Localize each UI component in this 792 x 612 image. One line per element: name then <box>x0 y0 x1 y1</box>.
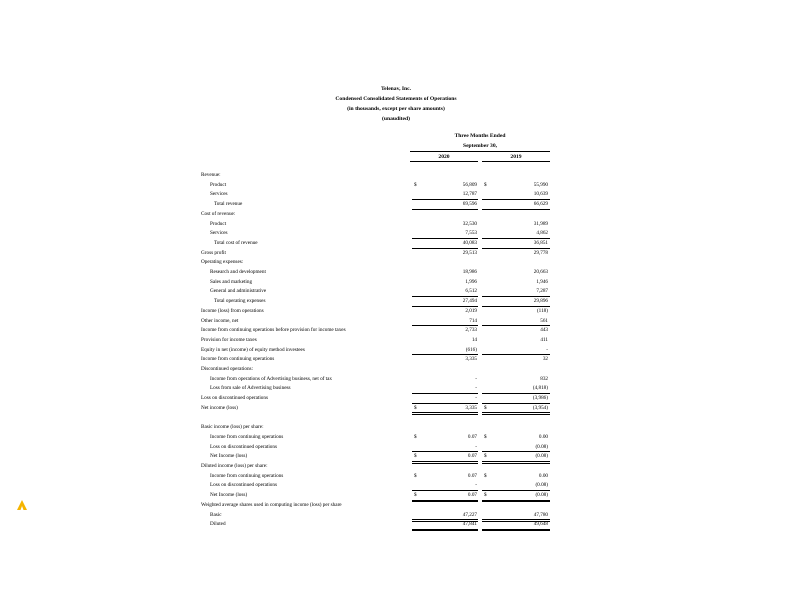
value-2019: 47,780 <box>533 511 548 518</box>
value-2020: 40,083 <box>462 239 477 246</box>
row-label: Total cost of revenue <box>214 239 258 246</box>
value-2019: 1,946 <box>536 278 548 285</box>
value-2020: 47,841 <box>462 521 477 528</box>
value-2020: - <box>475 395 477 402</box>
table-row <box>0 365 792 374</box>
value-2020: 27,494 <box>462 298 477 305</box>
statement-title: Condensed Consolidated Statements of Operations <box>335 96 457 102</box>
currency-symbol-2020: $ <box>414 404 417 411</box>
table-row <box>0 210 792 219</box>
table-row <box>0 307 792 316</box>
value-2019: 55,990 <box>533 181 548 188</box>
double-underline-2020 <box>412 530 478 531</box>
year-2020-header: 2020 <box>438 154 450 160</box>
table-row <box>0 384 792 393</box>
table-row <box>0 268 792 277</box>
row-label: Loss on discontinued operations <box>210 443 277 450</box>
table-row <box>0 249 792 258</box>
table-row <box>0 190 792 199</box>
table-row <box>0 317 792 326</box>
row-label: Loss on discontinued operations <box>210 482 277 489</box>
table-row <box>0 394 792 403</box>
period-heading: Three Months Ended <box>454 133 506 139</box>
row-label: Total revenue <box>214 201 243 208</box>
table-row <box>0 404 792 413</box>
table-row <box>0 239 792 248</box>
row-label: Loss on discontinued operations <box>201 395 268 402</box>
value-2019: - <box>546 346 548 353</box>
value-2019: 29,778 <box>533 249 548 256</box>
row-label: Income from continuing operations before provision for income taxes <box>201 327 346 334</box>
period-subheading: September 30, <box>462 143 498 149</box>
table-row <box>0 501 792 510</box>
table-row <box>0 200 792 209</box>
value-2019: 66,629 <box>533 201 548 208</box>
value-2019: 832 <box>540 375 548 382</box>
row-label: Basic income (loss) per share: <box>201 424 264 431</box>
double-underline-2019 <box>482 530 550 531</box>
row-label: Total operating expenses <box>214 298 266 305</box>
value-2019: 20,663 <box>533 269 548 275</box>
value-2020: 14 <box>471 336 477 343</box>
table-row <box>0 229 792 238</box>
value-2019: 0.00 <box>538 433 548 440</box>
row-label: Product <box>210 220 227 227</box>
value-2019: (4,818) <box>532 385 548 392</box>
period-rule <box>410 151 550 152</box>
value-2019: 10,639 <box>533 191 548 198</box>
value-2019: (0.08) <box>535 492 548 499</box>
value-2020: 32,530 <box>462 220 477 227</box>
currency-symbol-2019: $ <box>484 453 487 460</box>
value-2020: 1,996 <box>465 278 477 285</box>
table-row <box>0 511 792 520</box>
currency-symbol-2020: $ <box>414 492 417 499</box>
row-label: Services <box>210 230 228 237</box>
table-row <box>0 452 792 461</box>
table-row <box>0 472 792 481</box>
brand-logo-icon <box>16 499 28 511</box>
table-row <box>0 520 792 529</box>
row-label: Research and development <box>210 269 266 275</box>
row-label: Net Income (loss) <box>210 453 248 460</box>
table-row <box>0 375 792 384</box>
value-2019: 561 <box>540 317 548 324</box>
value-2020: - <box>475 482 477 489</box>
value-2020: 47,227 <box>462 511 477 518</box>
value-2020: 2,019 <box>465 307 477 314</box>
value-2019: 0.00 <box>538 472 548 479</box>
value-2020: 29,513 <box>462 249 477 256</box>
row-label: Equity in net (income) of equity method investees <box>201 346 305 353</box>
table-row <box>0 336 792 345</box>
row-label: Operating expenses: <box>201 259 244 266</box>
table-row <box>0 287 792 296</box>
row-label: Sales and marketing <box>210 278 253 285</box>
table-row <box>0 326 792 335</box>
table-row <box>0 462 792 471</box>
table-row <box>0 181 792 190</box>
row-label: Diluted <box>210 521 226 528</box>
value-2020: 0.07 <box>467 492 477 499</box>
currency-symbol-2019: $ <box>484 492 487 499</box>
row-label: Loss from sale of Advertising business <box>210 385 291 392</box>
row-label: Other income, net <box>201 317 239 324</box>
table-row <box>0 346 792 355</box>
value-2020: - <box>475 385 477 392</box>
row-label: Income (loss) from operations <box>201 307 264 314</box>
row-label: Diluted income (loss) per share: <box>201 463 268 469</box>
table-row <box>0 171 792 180</box>
value-2020: - <box>475 443 477 450</box>
year-2019-header: 2019 <box>510 154 522 160</box>
currency-symbol-2019: $ <box>484 181 487 188</box>
value-2020: 69,596 <box>462 201 477 208</box>
row-label: Income from continuing operations <box>210 433 284 440</box>
value-2019: 36,851 <box>533 239 548 246</box>
table-row <box>0 433 792 442</box>
year-2019-rule <box>482 161 550 162</box>
table-row <box>0 423 792 432</box>
table-row <box>0 297 792 306</box>
company-name: Telenav, Inc. <box>380 86 412 92</box>
value-2019: 32 <box>542 356 548 363</box>
value-2020: 0.07 <box>467 433 477 440</box>
value-2020: (616) <box>465 346 477 353</box>
row-label: Discontinued operations: <box>201 366 254 372</box>
table-row <box>0 481 792 490</box>
row-label: Revenue: <box>201 172 221 178</box>
table-row <box>0 220 792 229</box>
value-2019: (3,986) <box>532 395 548 402</box>
table-row <box>0 258 792 267</box>
row-label: Net income (loss) <box>201 404 238 411</box>
value-2019: 49,648 <box>533 521 548 528</box>
value-2019: 29,896 <box>533 298 548 305</box>
value-2020: - <box>475 375 477 382</box>
table-row <box>0 491 792 500</box>
value-2020: 3,335 <box>465 356 477 363</box>
value-2020: 12,787 <box>462 191 477 198</box>
currency-symbol-2020: $ <box>414 181 417 188</box>
value-2019: 31,989 <box>533 220 548 227</box>
table-row <box>0 443 792 452</box>
row-label: Services <box>210 191 228 198</box>
row-label: Cost of revenue: <box>201 210 236 217</box>
table-row <box>0 355 792 364</box>
row-label: Net Income (loss) <box>210 492 248 499</box>
audit-note: (unaudited) <box>382 116 410 122</box>
value-2020: 0.07 <box>467 472 477 479</box>
value-2020: 0.07 <box>467 453 477 460</box>
value-2020: 56,809 <box>462 181 477 188</box>
value-2019: (0.08) <box>535 453 548 460</box>
units-note: (in thousands, except per share amounts) <box>347 106 445 112</box>
value-2020: 714 <box>469 317 477 324</box>
currency-symbol-2020: $ <box>414 433 417 440</box>
year-2020-rule <box>410 161 478 162</box>
row-label: Income from operations of Advertising business, net of tax <box>210 375 333 382</box>
row-label: Provision for income taxes <box>201 336 257 343</box>
value-2019: 443 <box>540 327 548 334</box>
value-2020: 18,986 <box>462 269 477 275</box>
currency-symbol-2019: $ <box>484 433 487 440</box>
row-label: Basic <box>210 511 222 518</box>
value-2019: (0.08) <box>535 443 548 450</box>
value-2019: (118) <box>536 307 548 314</box>
value-2019: 7,287 <box>536 288 548 295</box>
currency-symbol-2019: $ <box>484 472 487 479</box>
value-2019: 4,862 <box>536 230 548 237</box>
value-2020: 3,335 <box>465 404 477 411</box>
row-label: Income from continuing operations <box>210 472 284 479</box>
value-2020: 2,733 <box>465 327 477 334</box>
table-row <box>0 278 792 287</box>
row-label: Income from continuing operations <box>201 356 275 363</box>
row-label: General and administrative <box>210 288 267 295</box>
currency-symbol-2020: $ <box>414 453 417 460</box>
value-2020: 6,512 <box>465 288 477 295</box>
row-label: Gross profit <box>201 249 226 256</box>
value-2019: (3,954) <box>532 404 548 411</box>
row-label: Weighted average shares used in computing income (loss) per share <box>201 501 342 508</box>
value-2019: 411 <box>540 336 548 343</box>
value-2020: 7,553 <box>465 230 477 237</box>
row-label: Product <box>210 181 227 188</box>
currency-symbol-2019: $ <box>484 404 487 411</box>
table-row <box>0 414 792 423</box>
value-2019: (0.08) <box>535 482 548 489</box>
currency-symbol-2020: $ <box>414 472 417 479</box>
